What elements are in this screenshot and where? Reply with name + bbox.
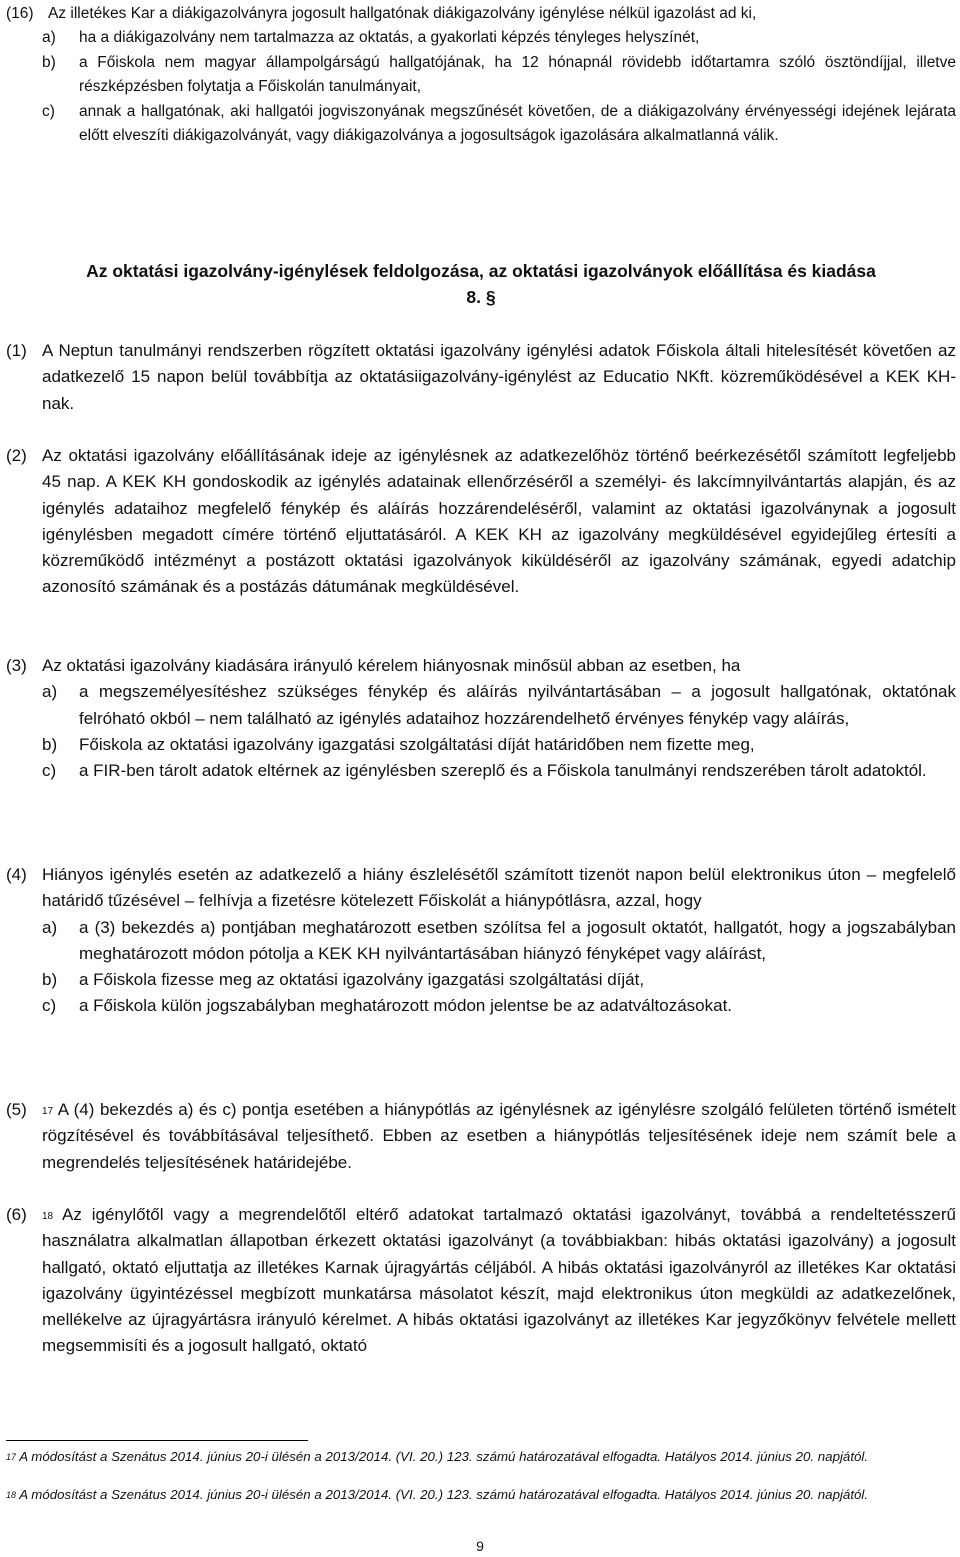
list-item [42,993,956,1019]
paragraph-text: Az igénylőtől vagy a megrendelőtől eltérő adatokat tartalmazó oktatási igazolványt, továbbá a rendeltetésszerű használatra alkalmatlan állapotban érkezett oktatási igazolványt (a továbbiakban: hibás oktatási igazolvány) a jogosult hallgató, oktató eljuttatja az illetékes Karnak újragyártás céljából. A hibás oktatási igazolványról az illetékes Kar oktatási igazolvány ügyintézéssel megbízott munkatársa másolatot készít, majd elektronikus úton megküldi az adatkezelőnek, mellékelve az újragyártásra irányuló kérelmet. A hibás oktatási igazolványt az illetékes Kar jegyzőkönyv felvétele mellett megsemmisíti és a jogosult hallgató, oktató [42,1205,956,1356]
item-text: Főiskola az oktatási igazolvány igazgatási szolgáltatási díját határidőben nem fizette meg, [79,734,755,754]
paragraph-number: (16) [6,5,34,22]
item-text: annak a hallgatónak, aki hallgatói jogviszonyának megszűnését követően, de a diákigazolvány érvényességi idejének lejárata előtt elveszíti diákigazolványát, vagy diákigazolványa a jogosultságok igazolására alkalmatlanná válik. [79,102,956,145]
paragraph-2 [6,443,956,601]
paragraph-intro: Az oktatási igazolvány kiadására irányuló kérelem hiányosnak minősül abban az esetben, ha [42,656,741,675]
list-item [42,51,956,100]
paragraph-number: (3) [6,656,27,675]
paragraph-intro: Az illetékes Kar a diákigazolványra jogosult hallgatónak diákigazolvány igénylése nélkül igazolást ad ki, [48,5,757,22]
section-title: Az oktatási igazolvány-igénylések feldolgozása, az oktatási igazolványok előállítása és kiadása [86,261,876,281]
paragraph-text: Az oktatási igazolvány előállításának ideje az igénylésnek az adatkezelőhöz történő beérkezésétől számított legfeljebb 45 nap. A KEK KH gondoskodik az igénylés adatainak ellenőrzéséről a személyi- és lakcímnyilvántartás alapján, és az igénylés adataihoz megfelelő fénykép és aláírás hozzárendeléséről, valamint az oktatási igazolványnak a jogosult igénylésben megadott címére történő eljuttatásáról. A KEK KH az igazolvány megküldésével egyidejűleg értesíti a közreműködő intézményt a postázott oktatási igazolványok kiküldéséről az igazolvány számának, egyedi adatchip azonosító számának és a postázás dátumának megküldésével. [42,446,956,597]
item-label: b) [42,970,58,990]
paragraph-4 [6,862,956,1020]
item-list [42,679,956,784]
footnote-ref[interactable]: 18 [42,1211,54,1222]
footnote-ref[interactable]: 17 [42,1106,54,1117]
item-text: a Főiskola nem magyar állampolgárságú hallgatójának, ha 12 hónapnál rövidebb időtartamra szóló ösztöndíjjal, illetve részképzésben folytatja a Főiskolán tanulmányait, [79,53,956,96]
item-text: a Főiskola külön jogszabályban meghatározott módon jelentse be az adatváltozásokat. [79,996,733,1016]
paragraph-number: (1) [6,341,27,360]
footnote-17 [6,1447,956,1466]
item-text: ha a diákigazolvány nem tartalmazza az oktatás, a gyakorlati képzés tényleges helyszínét, [79,29,700,47]
paragraph-number: (5) [6,1100,27,1119]
item-text: a megszemélyesítéshez szükséges fénykép és aláírás nyilvántartásában – a jogosult hallgatónak, oktatónak felróható okból – nem található az igénylés adataihoz hozzárendelhető érvényes fénykép vagy aláírás, [79,682,956,728]
paragraph-text: A (4) bekezdés a) és c) pontja esetében a hiánypótlás az igénylésnek az igénylésre szolgáló felületen történő ismételt rögzítésével és továbbításával teljesíthető. Ebben az esetben a hiánypótlás teljesítésének ideje nem számít bele a megrendelés teljesítésének határidejébe. [42,1100,956,1172]
paragraph-body [42,1097,956,1176]
item-label: c) [42,996,57,1016]
paragraph-6 [6,1202,956,1360]
item-list [42,915,956,1020]
paragraph-3 [6,653,956,784]
footnote-divider [6,1440,308,1441]
item-text: a FIR-ben tárolt adatok eltérnek az igénylésben szereplő és a Főiskola tanulmányi rendszerében tárolt adatoktól. [79,761,927,781]
section-number: 8. § [466,287,496,307]
item-label: a) [42,29,56,47]
item-label: a) [42,917,58,937]
paragraph-intro: Hiányos igénylés esetén az adatkezelő a hiány észlelésétől számított tizenöt napon belül elektronikus úton – megfelelő határidő tűzésével – felhívja a fizetésre kötelezett Főiskolát a hiánypótlásra, azzal, hogy [42,865,956,911]
footnote-text: A módosítást a Szenátus 2014. június 20-i ülésén a 2013/2014. (VI. 20.) 123. számú határozatával elfogadta. Hatályos 2014. június 20. napjától. [19,1487,869,1502]
paragraph-number: (4) [6,865,27,884]
item-list [42,26,956,148]
item-label: b) [42,53,56,71]
paragraph-body [42,1202,956,1360]
list-item [42,100,956,149]
paragraph-number: (2) [6,446,27,465]
list-item [42,732,956,758]
paragraph-5 [6,1097,956,1176]
paragraph-16 [6,2,956,148]
footnote-number: 18 [6,1490,17,1500]
item-label: c) [42,761,57,781]
list-item [42,26,956,50]
list-item [42,679,956,732]
paragraph-text: A Neptun tanulmányi rendszerben rögzített oktatási igazolvány igénylési adatok Főiskola általi hitelesítését követően az adatkezelő 15 napon belül továbbítja az oktatásiigazolvány-igénylést az Educatio NKft. közreműködésével a KEK KH-nak. [42,341,956,413]
footnote-18 [6,1485,956,1504]
item-text: a (3) bekezdés a) pontjában meghatározott esetben szólítsa fel a jogosult oktatót, hallgatót, hogy a jogszabályban meghatározott módon pótolja a KEK KH nyilvántartásában hiányzó fényképet vagy aláírást, [79,917,956,963]
item-label: c) [42,102,55,120]
page-number: 9 [476,1538,484,1554]
list-item [42,915,956,968]
item-label: a) [42,682,58,702]
paragraph-1 [6,338,956,417]
footnote-number: 17 [6,1452,17,1462]
paragraph-number: (6) [6,1205,27,1224]
item-label: b) [42,734,58,754]
list-item [42,758,956,784]
footnote-text: A módosítást a Szenátus 2014. június 20-i ülésén a 2013/2014. (VI. 20.) 123. számú határozatával elfogadta. Hatályos 2014. június 20. napjától. [19,1449,869,1464]
item-text: a Főiskola fizesse meg az oktatási igazolvány igazgatási szolgáltatási díját, [79,970,645,990]
list-item [42,967,956,993]
section-heading [6,258,956,310]
